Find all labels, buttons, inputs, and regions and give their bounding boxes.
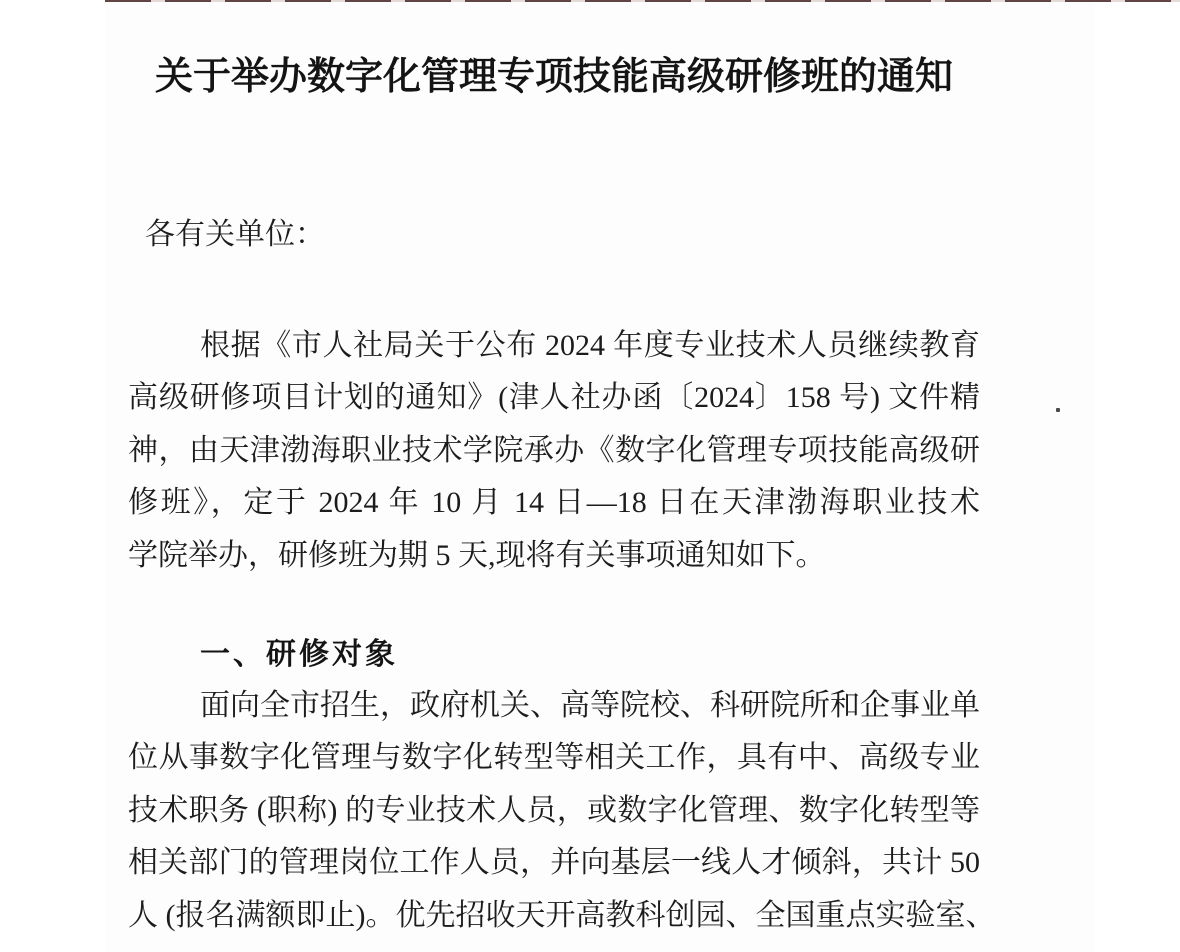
paragraph2-line-1: 面向全市招生，政府机关、高等院校、科研院所和企事业单 xyxy=(200,689,980,722)
paragraph2-line-4: 相关部门的管理岗位工作人员，并向基层一线人才倾斜，共计 50 xyxy=(128,846,980,879)
paragraph1-line-3: 神，由天津渤海职业技术学院承办《数字化管理专项技能高级研 xyxy=(128,434,980,467)
paragraph1-line-5: 学院举办，研修班为期 5 天,现将有关事项通知如下。 xyxy=(128,539,826,572)
paragraph2-line-2: 位从事数字化管理与数字化转型等相关工作，具有中、高级专业 xyxy=(128,741,980,774)
paragraph1-line-2: 高级研修项目计划的通知》(津人社办函〔2024〕158 号) 文件精 xyxy=(128,381,980,414)
scan-edge-artifact xyxy=(105,0,1180,2)
document-title: 关于举办数字化管理专项技能高级研修班的通知 xyxy=(154,56,953,98)
scan-artifact-dot xyxy=(1056,408,1060,412)
paragraph1-line-1: 根据《市人社局关于公布 2024 年度专业技术人员继续教育 xyxy=(200,329,980,362)
paragraph1-line-4: 修班》，定于 2024 年 10 月 14 日—18 日在天津渤海职业技术 xyxy=(128,486,980,519)
section-heading-1: 一、研修对象 xyxy=(200,638,398,671)
paragraph2-line-3: 技术职务 (职称) 的专业技术人员，或数字化管理、数字化转型等 xyxy=(128,794,980,827)
salutation-line: 各有关单位： xyxy=(145,218,325,251)
paragraph2-line-5: 人 (报名满额即止)。优先招收天开高教科创园、全国重点实验室、 xyxy=(128,899,996,932)
